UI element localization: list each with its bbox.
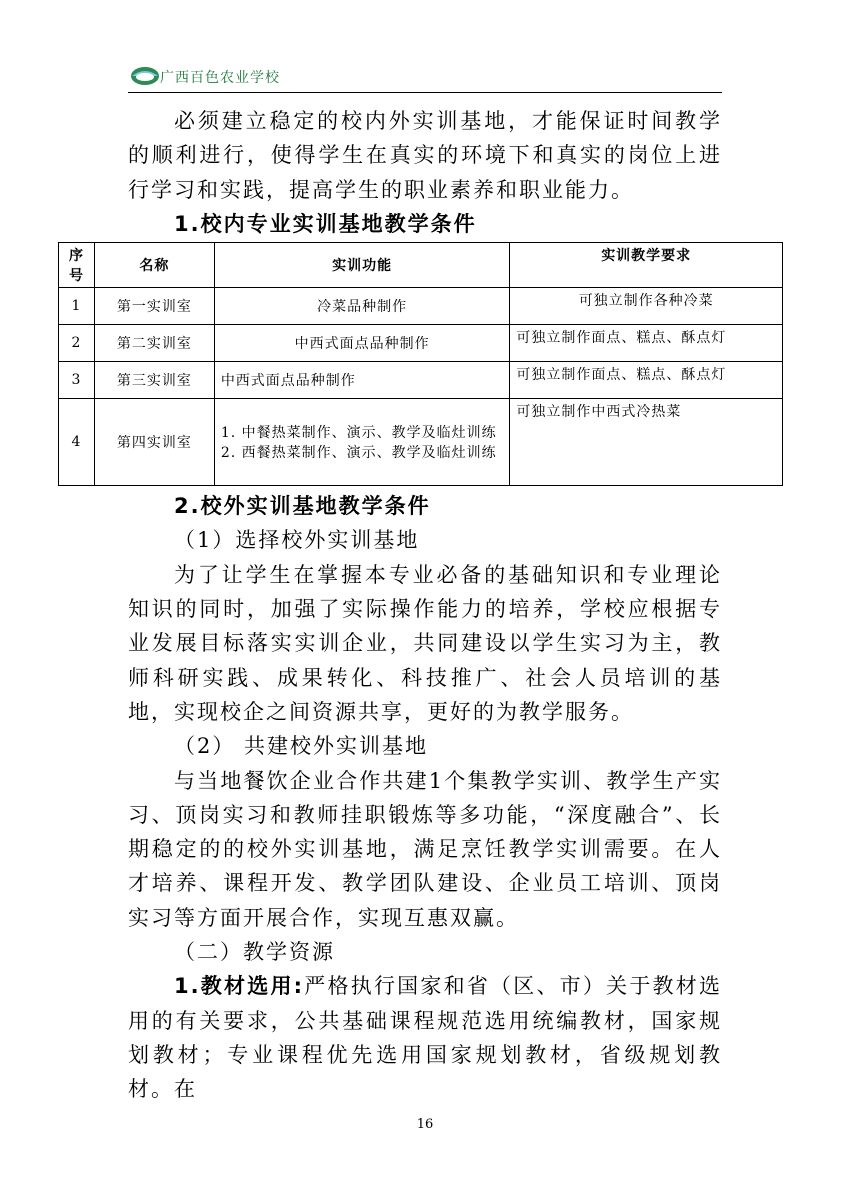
table-row (59, 399, 783, 486)
paragraph-1: 必须建立稳定的校内外实训基地，才能保证时间教学的顺利进行，使得学生在真实的环境下和真实的岗位上进行学习和实践，提高学生的职业素养和职业能力。 (128, 109, 722, 202)
paragraph-4 (128, 969, 722, 1106)
cell-function: 中西式面点品种制作 (214, 325, 510, 362)
paragraph-3: 与当地餐饮企业合作共建1个集教学实训、教学生产实习、顶岗实习和教师挂职锻炼等多功能，“深度融合”、长期稳定的的校外实训基地，满足烹饪教学实训需要。在人才培养、课程开发、教学团队建设、企业员工培训、顶岗实习等方面开展合作，实现互惠双赢。 (128, 768, 722, 930)
subheading-1: （1）选择校外实训基地 (174, 528, 420, 553)
page-header (128, 60, 722, 93)
cell-requirement: 可独立制作面点、糕点、酥点灯 (510, 362, 783, 399)
cell-function: 冷菜品种制作 (214, 288, 510, 325)
cell-no: 3 (59, 362, 95, 399)
subheading-2: （2） 共建校外实训基地 (174, 734, 429, 759)
cell-name: 第二实训室 (94, 325, 214, 362)
cell-no: 2 (59, 325, 95, 362)
header-requirement: 实训教学要求 (510, 243, 783, 288)
paragraph-2: 为了让学生在掌握本专业必备的基础知识和专业理论知识的同时，加强了实际操作能力的培养，学校应根据专业发展目标落实实训企业，共同建设以学生实习为主，教师科研实践、成果转化、科技推广、社会人员培训的基地，实现校企之间资源共享，更好的为教学服务。 (128, 562, 722, 724)
paragraph-4-text: 严格执行国家和省（区、市）关于教材选用的有关要求，公共基础课程规范选用统编教材，国家规划教材；专业课程优先选用国家规划教材，省级规划教材。在 (128, 974, 722, 1102)
subheading-3: （二）教学资源 (174, 940, 335, 965)
cell-requirement: 可独立制作各种冷菜 (510, 288, 783, 325)
header-no: 序号 (59, 243, 95, 288)
table-row (59, 362, 783, 399)
table-row (59, 288, 783, 325)
table-row (59, 325, 783, 362)
page-number: 16 (416, 1117, 434, 1132)
table-header-row (59, 243, 783, 288)
cell-requirement: 可独立制作面点、糕点、酥点灯 (510, 325, 783, 362)
school-name: 广西百色农业学校 (160, 70, 280, 86)
cell-requirement: 可独立制作中西式冷热菜 (510, 399, 783, 486)
cell-function: 中西式面点品种制作 (214, 362, 510, 399)
function-line-1: 1. 中餐热菜制作、演示、教学及临灶训练 (220, 425, 497, 442)
cell-no: 1 (59, 288, 95, 325)
cell-name: 第一实训室 (94, 288, 214, 325)
document-body (68, 104, 727, 1107)
cell-name: 第四实训室 (94, 399, 214, 486)
cell-function (214, 399, 510, 486)
section-heading-1: 1.校内专业实训基地教学条件 (174, 211, 477, 236)
function-line-2: 2. 西餐热菜制作、演示、教学及临灶训练 (220, 445, 497, 462)
header-function: 实训功能 (214, 243, 510, 288)
school-logo-icon (130, 64, 160, 86)
cell-no: 4 (59, 399, 95, 486)
header-name: 名称 (94, 243, 214, 288)
cell-name: 第三实训室 (94, 362, 214, 399)
paragraph-4-bold: 1.教材选用: (174, 974, 305, 999)
training-base-table (58, 242, 783, 486)
section-heading-2: 2.校外实训基地教学条件 (174, 494, 431, 519)
